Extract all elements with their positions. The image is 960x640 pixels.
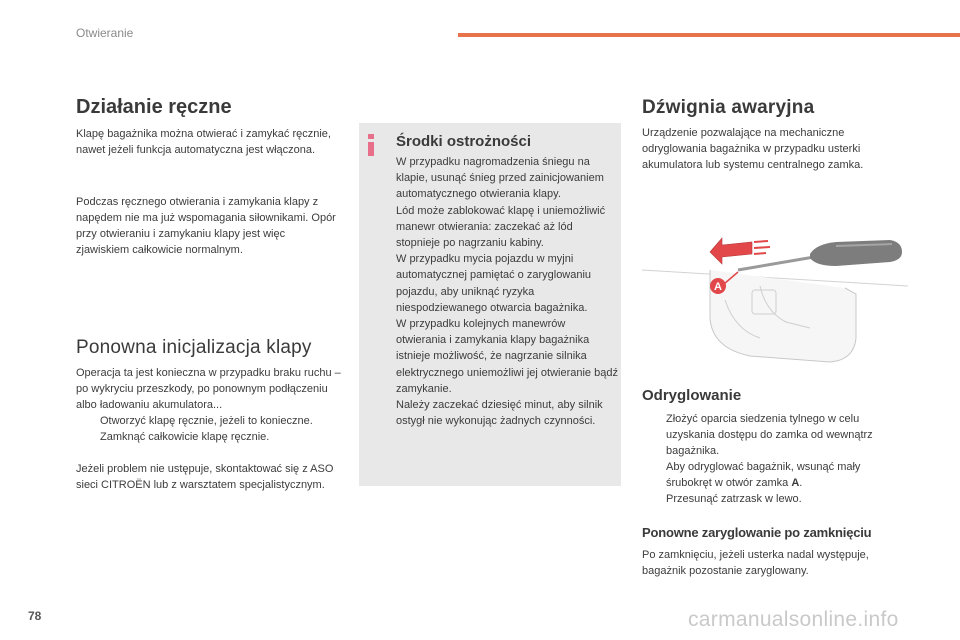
screwdriver-lock-illustration [640,230,910,370]
list-item: Zamknąć całkowicie klapę ręcznie. [100,431,270,443]
unlock-steps [642,411,904,507]
emergency-lever-title: Dźwignia awaryjna [642,97,815,118]
reinit-intro: Operacja ta jest konieczna w przypadku braku ruchu – po wykryciu przeszkody, po ponownym podłączeniu albo ładowaniu akumulatora... [76,367,341,411]
list-item: Aby odryglować bagażnik, wsunąć mały śrubokręt w otwór zamka A. [666,461,861,489]
watermark: carmanualsonline.info [688,608,899,631]
reinit-title: Ponowna inicjalizacja klapy [76,337,312,358]
list-item: Przesunąć zatrzask w lewo. [666,493,802,505]
page-number: 78 [28,609,42,623]
lock-hole-label: A [791,477,800,489]
relock-text: Po zamknięciu, jeżeli usterka nadal występuje, bagażnik pozostanie zaryglowany. [642,549,869,577]
unlock-title: Odryglowanie [642,387,742,404]
header-rule [458,33,960,37]
list-item: Złożyć oparcia siedzenia tylnego w celu uzyskania dostępu do zamka od wewnątrz bagażnika. [666,413,873,457]
callout-a-label: A [714,281,722,293]
manual-operation-p2: Podczas ręcznego otwierania i zamykania klapy z napędem nie ma już wspomagania siłownikami. Opór przy otwieraniu i zamykaniu klapy jest więc zjawiskiem całkowicie normalnym. [76,196,336,256]
manual-operation-p1: Klapę bagażnika można otwierać i zamykać ręcznie, nawet jeżeli funkcja automatyczna jest włączona. [76,128,331,156]
relock-title: Ponowne zaryglowanie po zamknięciu [642,525,872,540]
reinit-outro: Jeżeli problem nie ustępuje, skontaktować się z ASO sieci CITROËN lub z warsztatem specjalistycznym. [76,463,334,491]
section-label: Otwieranie [76,26,134,40]
info-icon [362,132,380,158]
manual-operation-title: Działanie ręczne [76,96,232,118]
list-item: Otworzyć klapę ręcznie, jeżeli to konieczne. [100,415,313,427]
caution-title: Środki ostrożności [396,133,532,150]
caution-text: W przypadku nagromadzenia śniegu na klapie, usunąć śnieg przed zainicjowaniem automatycznego otwierania klapy. Lód może zablokować klapę i uniemożliwić manewr otwierania: zaczekać aż lód stopnieje po nagrzaniu kabiny. W przypadku mycia pojazdu w myjni automatycznej pamiętać o zaryglowaniu pojazdu, aby uniknąć ryzyka niespodziewanego otwarcia bagażnika. W przypadku kolejnych manewrów otwierania i zamykania klapy bagażnika istnieje możliwość, że nagrzanie silnika elektrycznego uniemożliwi jej otwieranie bądź zamykanie. Należy zaczekać dziesięć minut, aby silnik ostygł nie wykonując żadnych czynności. [396,156,618,428]
emergency-lever-intro: Urządzenie pozwalające na mechaniczne odryglowania bagażnika w przypadku usterki akumulatora lub systemu centralnego zamka. [642,127,864,171]
reinit-steps [76,413,326,445]
